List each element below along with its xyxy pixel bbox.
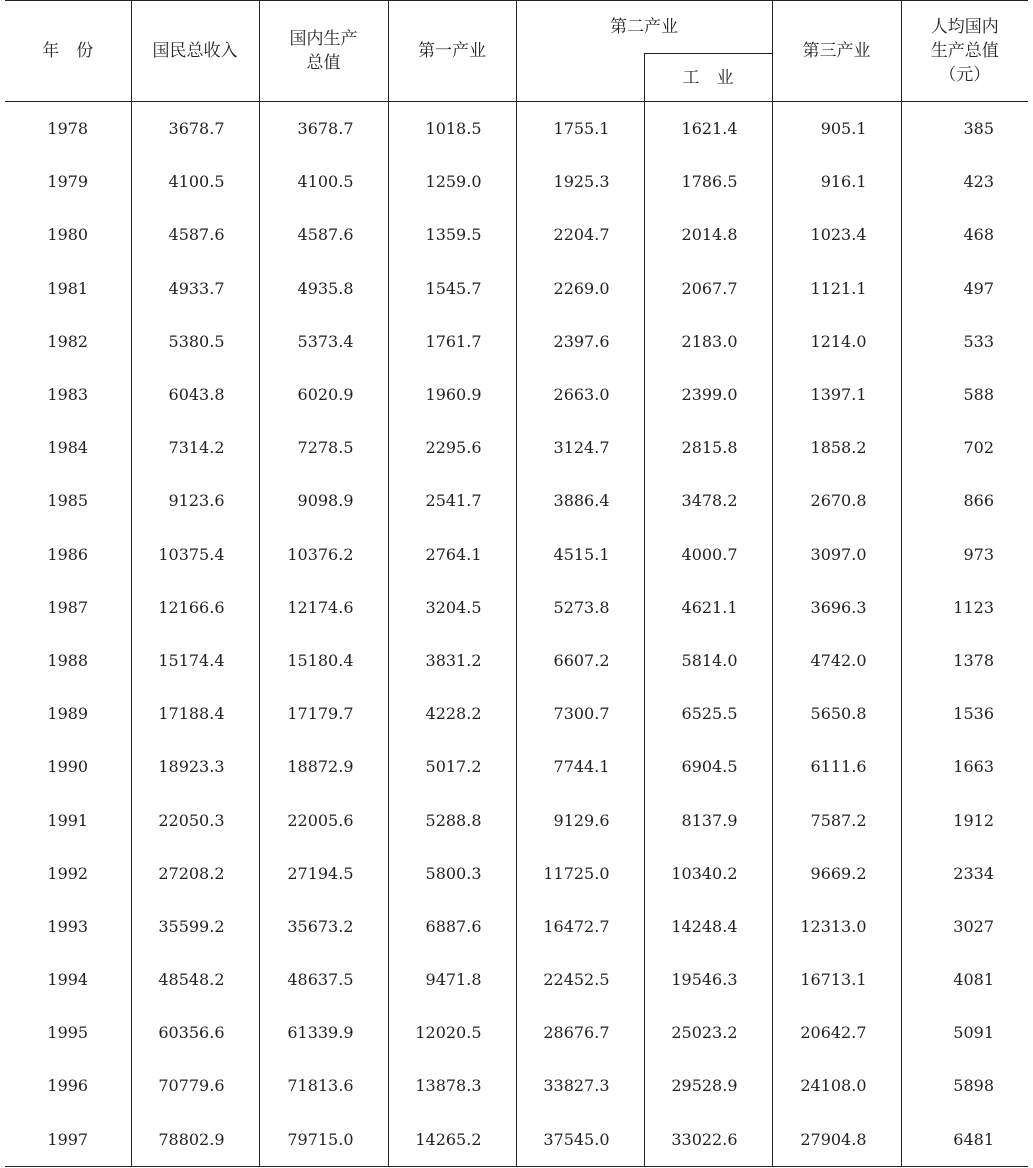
cell-tertiary: 9669.2 <box>772 847 901 900</box>
cell-per-capita: 6481 <box>901 1113 1028 1167</box>
table-row <box>5 208 1028 261</box>
cell-tertiary: 2670.8 <box>772 474 901 527</box>
header-tertiary-industry: 第三产业 <box>772 1 901 102</box>
cell-per-capita: 1536 <box>901 687 1028 740</box>
cell-tertiary: 16713.1 <box>772 953 901 1006</box>
cell-gdp: 22005.6 <box>259 793 388 846</box>
cell-primary: 3831.2 <box>388 634 516 687</box>
cell-gni: 3678.7 <box>131 102 259 156</box>
cell-gdp: 71813.6 <box>259 1059 388 1112</box>
cell-gdp: 3678.7 <box>259 102 388 156</box>
cell-gni: 4587.6 <box>131 208 259 261</box>
cell-secondary: 5273.8 <box>516 581 644 634</box>
cell-per-capita: 866 <box>901 474 1028 527</box>
cell-secondary: 2663.0 <box>516 368 644 421</box>
cell-per-capita: 533 <box>901 315 1028 368</box>
cell-gdp: 7278.5 <box>259 421 388 474</box>
header-per-capita-line2: 生产总值 <box>930 41 999 61</box>
header-secondary-industry: 第二产业 <box>516 1 772 54</box>
cell-tertiary: 916.1 <box>772 155 901 208</box>
cell-primary: 2764.1 <box>388 528 516 581</box>
cell-year: 1997 <box>5 1113 131 1167</box>
cell-per-capita: 2334 <box>901 847 1028 900</box>
gdp-statistics-table <box>5 0 1028 1167</box>
table-row <box>5 793 1028 846</box>
cell-gni: 60356.6 <box>131 1006 259 1059</box>
cell-industry: 2399.0 <box>644 368 772 421</box>
cell-secondary: 2269.0 <box>516 262 644 315</box>
cell-tertiary: 20642.7 <box>772 1006 901 1059</box>
cell-tertiary: 5650.8 <box>772 687 901 740</box>
cell-industry: 1786.5 <box>644 155 772 208</box>
cell-per-capita: 3027 <box>901 900 1028 953</box>
cell-gni: 48548.2 <box>131 953 259 1006</box>
cell-tertiary: 27904.8 <box>772 1113 901 1167</box>
cell-tertiary: 1397.1 <box>772 368 901 421</box>
cell-secondary: 22452.5 <box>516 953 644 1006</box>
cell-tertiary: 3097.0 <box>772 528 901 581</box>
cell-gni: 15174.4 <box>131 634 259 687</box>
cell-gdp: 4587.6 <box>259 208 388 261</box>
cell-gdp: 15180.4 <box>259 634 388 687</box>
cell-gdp: 48637.5 <box>259 953 388 1006</box>
cell-industry: 8137.9 <box>644 793 772 846</box>
cell-year: 1986 <box>47 544 89 564</box>
cell-gni: 70779.6 <box>131 1059 259 1112</box>
cell-secondary: 1925.3 <box>516 155 644 208</box>
cell-gdp: 4100.5 <box>259 155 388 208</box>
cell-year: 1978 <box>47 119 89 139</box>
table-row <box>5 1006 1028 1059</box>
cell-secondary: 7744.1 <box>516 740 644 793</box>
cell-gdp: 9098.9 <box>259 474 388 527</box>
cell-per-capita: 1378 <box>901 634 1028 687</box>
cell-primary: 3204.5 <box>388 581 516 634</box>
cell-per-capita: 588 <box>901 368 1028 421</box>
cell-gdp: 4935.8 <box>259 262 388 315</box>
cell-primary: 1960.9 <box>388 368 516 421</box>
table-row <box>5 634 1028 687</box>
cell-gni: 27208.2 <box>131 847 259 900</box>
cell-gdp: 5373.4 <box>259 315 388 368</box>
cell-secondary: 3124.7 <box>516 421 644 474</box>
cell-year: 1992 <box>47 863 89 883</box>
cell-gdp: 10376.2 <box>259 528 388 581</box>
cell-year: 1996 <box>47 1076 89 1096</box>
cell-industry: 10340.2 <box>644 847 772 900</box>
cell-primary: 1259.0 <box>388 155 516 208</box>
table-row <box>5 687 1028 740</box>
table-row <box>5 155 1028 208</box>
cell-gdp: 61339.9 <box>259 1006 388 1059</box>
cell-per-capita: 468 <box>901 208 1028 261</box>
cell-gni: 5380.5 <box>131 315 259 368</box>
table-row <box>5 262 1028 315</box>
cell-year: 1980 <box>47 225 89 245</box>
cell-primary: 14265.2 <box>388 1113 516 1167</box>
cell-tertiary: 24108.0 <box>772 1059 901 1112</box>
cell-per-capita: 973 <box>901 528 1028 581</box>
cell-secondary: 11725.0 <box>516 847 644 900</box>
table-row <box>5 1059 1028 1112</box>
table-row <box>5 315 1028 368</box>
cell-year: 1989 <box>47 704 89 724</box>
cell-secondary: 1755.1 <box>516 102 644 156</box>
table-row <box>5 581 1028 634</box>
cell-industry: 29528.9 <box>644 1059 772 1112</box>
table-row <box>5 953 1028 1006</box>
cell-secondary: 33827.3 <box>516 1059 644 1112</box>
cell-primary: 2295.6 <box>388 421 516 474</box>
cell-tertiary: 1121.1 <box>772 262 901 315</box>
cell-gni: 35599.2 <box>131 900 259 953</box>
cell-industry: 19546.3 <box>644 953 772 1006</box>
cell-industry: 3478.2 <box>644 474 772 527</box>
cell-tertiary: 7587.2 <box>772 793 901 846</box>
header-industry: 工 业 <box>644 54 772 102</box>
cell-secondary: 6607.2 <box>516 634 644 687</box>
cell-gdp: 17179.7 <box>259 687 388 740</box>
cell-industry: 6525.5 <box>644 687 772 740</box>
table-row <box>5 740 1028 793</box>
cell-gdp: 18872.9 <box>259 740 388 793</box>
cell-gni: 17188.4 <box>131 687 259 740</box>
cell-tertiary: 1023.4 <box>772 208 901 261</box>
cell-industry: 2183.0 <box>644 315 772 368</box>
table-row <box>5 421 1028 474</box>
cell-industry: 14248.4 <box>644 900 772 953</box>
cell-primary: 1545.7 <box>388 262 516 315</box>
cell-secondary: 2204.7 <box>516 208 644 261</box>
header-gdp-line1: 国内生产 <box>289 29 358 49</box>
cell-gni: 12166.6 <box>131 581 259 634</box>
cell-gni: 7314.2 <box>131 421 259 474</box>
cell-secondary: 16472.7 <box>516 900 644 953</box>
cell-industry: 25023.2 <box>644 1006 772 1059</box>
header-per-capita-line1: 人均国内 <box>930 17 999 37</box>
cell-secondary: 3886.4 <box>516 474 644 527</box>
cell-gni: 78802.9 <box>131 1113 259 1167</box>
cell-primary: 1018.5 <box>388 102 516 156</box>
cell-year: 1983 <box>47 385 89 405</box>
table-row <box>5 368 1028 421</box>
cell-industry: 6904.5 <box>644 740 772 793</box>
cell-per-capita: 1123 <box>901 581 1028 634</box>
cell-tertiary: 3696.3 <box>772 581 901 634</box>
cell-gni: 4933.7 <box>131 262 259 315</box>
cell-primary: 4228.2 <box>388 687 516 740</box>
cell-primary: 2541.7 <box>388 474 516 527</box>
cell-primary: 1359.5 <box>388 208 516 261</box>
cell-secondary: 28676.7 <box>516 1006 644 1059</box>
cell-gni: 22050.3 <box>131 793 259 846</box>
table-row <box>5 1113 1028 1167</box>
cell-primary: 6887.6 <box>388 900 516 953</box>
cell-industry: 33022.6 <box>644 1113 772 1167</box>
table-row <box>5 528 1028 581</box>
cell-primary: 1761.7 <box>388 315 516 368</box>
cell-secondary: 9129.6 <box>516 793 644 846</box>
header-per-capita-gdp <box>901 1 1028 102</box>
cell-gni: 4100.5 <box>131 155 259 208</box>
cell-year: 1979 <box>47 172 89 192</box>
cell-per-capita: 5898 <box>901 1059 1028 1112</box>
cell-secondary: 37545.0 <box>516 1113 644 1167</box>
cell-year: 1993 <box>47 916 89 936</box>
cell-tertiary: 6111.6 <box>772 740 901 793</box>
cell-gni: 10375.4 <box>131 528 259 581</box>
cell-tertiary: 905.1 <box>772 102 901 156</box>
cell-year: 1991 <box>47 810 89 830</box>
cell-industry: 2067.7 <box>644 262 772 315</box>
cell-year: 1981 <box>47 278 89 298</box>
cell-year: 1985 <box>47 491 89 511</box>
cell-year: 1984 <box>47 438 89 458</box>
cell-industry: 2815.8 <box>644 421 772 474</box>
cell-year: 1988 <box>47 650 89 670</box>
cell-tertiary: 12313.0 <box>772 900 901 953</box>
cell-industry: 4621.1 <box>644 581 772 634</box>
header-gdp <box>259 1 388 102</box>
cell-primary: 9471.8 <box>388 953 516 1006</box>
cell-secondary: 2397.6 <box>516 315 644 368</box>
cell-secondary: 4515.1 <box>516 528 644 581</box>
cell-year: 1994 <box>47 970 89 990</box>
cell-per-capita: 4081 <box>901 953 1028 1006</box>
cell-gdp: 6020.9 <box>259 368 388 421</box>
cell-industry: 5814.0 <box>644 634 772 687</box>
table-row <box>5 474 1028 527</box>
cell-per-capita: 497 <box>901 262 1028 315</box>
header-gni: 国民总收入 <box>131 1 259 102</box>
cell-primary: 5288.8 <box>388 793 516 846</box>
cell-industry: 2014.8 <box>644 208 772 261</box>
table-body <box>5 102 1028 1167</box>
cell-primary: 13878.3 <box>388 1059 516 1112</box>
cell-secondary: 7300.7 <box>516 687 644 740</box>
data-table-frame <box>5 0 1028 1166</box>
header-primary-industry: 第一产业 <box>388 1 516 102</box>
cell-per-capita: 1663 <box>901 740 1028 793</box>
table-row <box>5 900 1028 953</box>
cell-tertiary: 1214.0 <box>772 315 901 368</box>
cell-tertiary: 4742.0 <box>772 634 901 687</box>
cell-year: 1995 <box>47 1023 89 1043</box>
cell-tertiary: 1858.2 <box>772 421 901 474</box>
table-header <box>5 1 1028 102</box>
cell-primary: 12020.5 <box>388 1006 516 1059</box>
cell-year: 1987 <box>47 597 89 617</box>
cell-primary: 5017.2 <box>388 740 516 793</box>
cell-primary: 5800.3 <box>388 847 516 900</box>
cell-industry: 1621.4 <box>644 102 772 156</box>
cell-gni: 9123.6 <box>131 474 259 527</box>
cell-gdp: 12174.6 <box>259 581 388 634</box>
header-gdp-line2: 总值 <box>306 53 341 73</box>
cell-year: 1982 <box>47 331 89 351</box>
cell-per-capita: 702 <box>901 421 1028 474</box>
cell-per-capita: 5091 <box>901 1006 1028 1059</box>
cell-gni: 18923.3 <box>131 740 259 793</box>
cell-per-capita: 385 <box>901 102 1028 156</box>
cell-per-capita: 1912 <box>901 793 1028 846</box>
table-row <box>5 847 1028 900</box>
cell-per-capita: 423 <box>901 155 1028 208</box>
table-row <box>5 102 1028 156</box>
header-per-capita-line3: （元） <box>939 65 991 85</box>
header-year: 年 份 <box>5 1 131 102</box>
cell-gdp: 35673.2 <box>259 900 388 953</box>
cell-year: 1990 <box>47 757 89 777</box>
cell-gdp: 79715.0 <box>259 1113 388 1167</box>
header-secondary-blank <box>516 54 644 102</box>
cell-gdp: 27194.5 <box>259 847 388 900</box>
cell-gni: 6043.8 <box>131 368 259 421</box>
cell-industry: 4000.7 <box>644 528 772 581</box>
